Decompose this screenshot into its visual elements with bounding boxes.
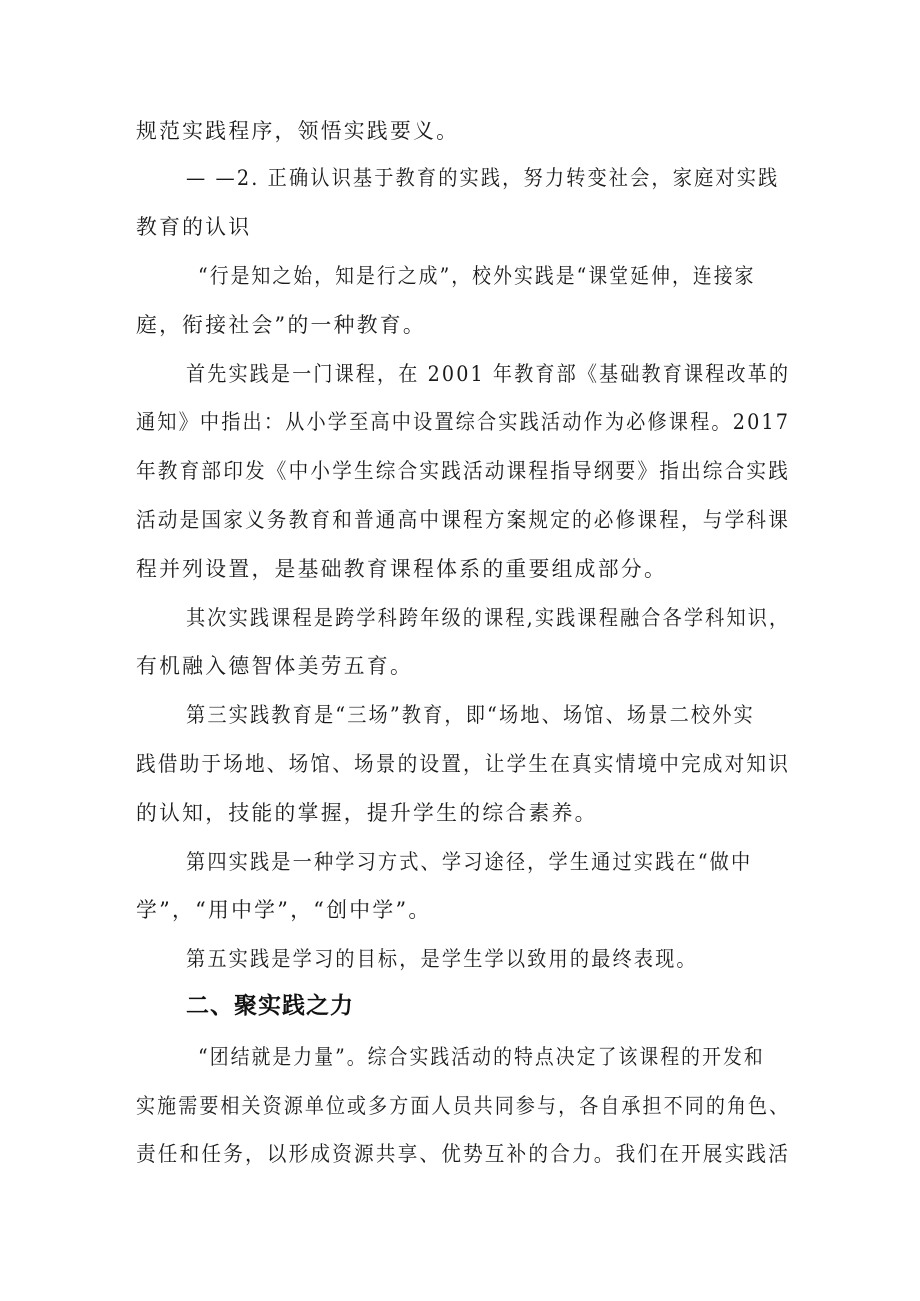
text-line: 实施需要相关资源单位或多方面人员共同参与，各自承担不同的角色、 xyxy=(136,1094,791,1118)
text-line: — —2. 正确认识基于教育的实践，努力转变社会，家庭对实践 xyxy=(186,166,780,190)
text-line: 通知》中指出：从小学至高中设置综合实践活动作为必修课程。2017 xyxy=(136,410,791,434)
text-line: 的认知，技能的掌握，提升学生的综合素养。 xyxy=(136,801,598,825)
section-heading: 二、聚实践之力 xyxy=(186,993,354,1019)
text-line: 责任和任务，以形成资源共享、优势互补的合力。我们在开展实践活 xyxy=(136,1142,790,1166)
text-line: 第五实践是学习的目标，是学生学以致用的最终表现。 xyxy=(186,947,698,971)
text-line: 第四实践是一种学习方式、学习途径，学生通过实践在“做中 xyxy=(186,850,753,874)
text-line: 教育的认识 xyxy=(136,215,252,239)
text-line: 规范实践程序，领悟实践要义。 xyxy=(136,119,460,143)
text-line: 第三实践教育是“三场”教育，即“场地、场馆、场景二校外实 xyxy=(186,703,755,727)
text-line: 有机融入德智体美劳五育。 xyxy=(136,654,414,678)
text-line: “团结就是力量”。综合实践活动的特点决定了该课程的开发和 xyxy=(198,1045,765,1069)
text-line: “行是知之始，知是行之成”，校外实践是“课堂延伸，连接家 xyxy=(198,264,756,288)
text-line: 首先实践是一门课程，在 2001 年教育部《基础教育课程改革的 xyxy=(186,362,791,386)
text-line: 活动是国家义务教育和普通高中课程方案规定的必修课程，与学科课 xyxy=(136,508,790,532)
text-line: 学”，“用中学”，“创中学”。 xyxy=(136,898,432,922)
text-line: 庭，衔接社会”的一种教育。 xyxy=(136,313,426,337)
text-line: 程并列设置，是基础教育课程体系的重要组成部分。 xyxy=(136,557,668,581)
text-line: 年教育部印发《中小学生综合实践活动课程指导纲要》指出综合实践 xyxy=(136,459,790,483)
text-line: 践借助于场地、场馆、场景的设置，让学生在真实情境中完成对知识 xyxy=(136,752,790,776)
text-line: 其次实践课程是跨学科跨年级的课程,实践课程融合各学科知识， xyxy=(186,606,791,630)
